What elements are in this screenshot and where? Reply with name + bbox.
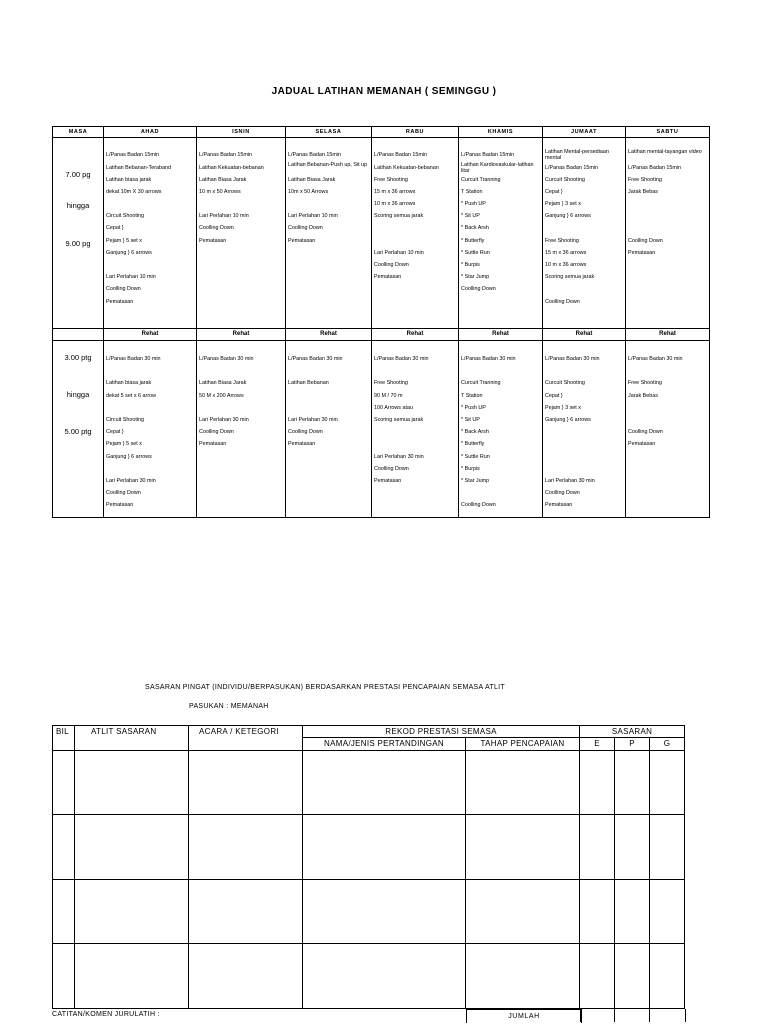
tahap-cell[interactable]	[466, 879, 580, 944]
bil-cell[interactable]	[53, 750, 75, 815]
bil-cell[interactable]	[53, 879, 75, 944]
table-row	[53, 750, 685, 815]
nama-cell[interactable]	[303, 750, 466, 815]
activity-line: Latihan biasa jarak	[106, 380, 152, 387]
activity-line	[197, 402, 285, 414]
header-g: G	[650, 738, 685, 750]
activity-line: Coolling Down	[545, 490, 580, 497]
morning-sabtu-cell	[626, 138, 710, 328]
activity-line: Latihan Kekuatan-bebanan	[374, 164, 439, 171]
activity-line: Free Shooting	[628, 380, 662, 387]
activity-line: Free Shooting	[374, 176, 408, 183]
activity-line: * Burpis	[461, 262, 480, 268]
rehat-row	[53, 328, 710, 340]
activity-line: 90 M / 70 m	[374, 392, 403, 399]
activity-line	[104, 259, 196, 271]
rehat-masa-blank	[53, 328, 104, 340]
activity-line: Lari Perlahan 10 min	[288, 213, 338, 220]
tahap-cell[interactable]	[466, 750, 580, 815]
activity-line: L/Panas Badan 15min	[628, 164, 682, 171]
activity-line: Pejam } 3 set x	[545, 201, 581, 208]
nama-cell[interactable]	[303, 944, 466, 1009]
activity-line: 10 m x 36 arrows	[545, 262, 587, 268]
activity-line	[372, 438, 458, 450]
morning-isnin-cell	[197, 138, 286, 328]
activity-line: Coolling Down	[374, 465, 409, 472]
activity-line: Latihan Biasa Jarak	[199, 176, 247, 183]
e-cell[interactable]	[580, 879, 615, 944]
activity-line: * Butterfly	[461, 441, 485, 448]
target-header-row-1	[53, 726, 685, 738]
activity-line: Latihan Bebanan-Push up, Sit up	[288, 161, 368, 168]
rehat-isnin: Rehat	[197, 328, 286, 340]
activity-line: Latihan Mental-persediaan mental	[545, 149, 609, 162]
activity-list	[459, 341, 542, 511]
activity-list	[286, 138, 371, 247]
activity-line: Curcuit Shooting	[545, 380, 585, 387]
activity-line: Ganjung } 6 arrows	[106, 249, 152, 256]
activity-line: Ganjung } 6 arrows	[545, 416, 591, 423]
schedule-title: JADUAL LATIHAN MEMANAH ( SEMINGGU )	[271, 86, 497, 97]
afternoon-rabu-cell	[372, 341, 459, 518]
afternoon-selasa-cell	[286, 341, 372, 518]
afternoon-session-row	[53, 341, 710, 518]
activity-line: Pematasan	[199, 441, 227, 448]
activity-line: Latihan biasa jarak	[106, 176, 152, 183]
activity-line: L/Panas Badan 15min	[288, 152, 342, 159]
header-sasaran: SASARAN	[580, 726, 685, 738]
activity-line	[286, 402, 371, 414]
acara-cell[interactable]	[189, 944, 303, 1009]
activity-line: Coolling Down	[288, 429, 323, 436]
afternoon-time-cell	[53, 341, 104, 518]
afternoon-khamis-cell	[459, 341, 543, 518]
jumlah-g-cell[interactable]	[649, 1009, 686, 1022]
activity-line	[626, 402, 709, 414]
activity-list	[626, 138, 709, 259]
catitan-komen-label: CATITAN/KOMEN JURULATIH :	[52, 1011, 160, 1018]
activity-line: Latihan Bebanan-Teraband	[106, 164, 172, 171]
activity-line: * Star Jump	[461, 274, 490, 281]
activity-line: Cepat }	[545, 392, 563, 399]
header-sabtu: SABTU	[626, 127, 710, 138]
activity-line: Lari Perlahan 30 min	[545, 477, 595, 484]
activity-line: * Suttle Run	[461, 453, 490, 460]
activity-line	[626, 365, 709, 377]
g-cell[interactable]	[650, 815, 685, 880]
activity-line: Cepat }	[545, 188, 563, 195]
header-tahap-pencapaian: TAHAP PENCAPAIAN	[466, 738, 580, 750]
activity-line: Latihan mental-tayangan video	[628, 149, 702, 156]
activity-line: Coolling Down	[288, 225, 323, 232]
activity-line: Coolling Down	[628, 429, 663, 436]
table-row	[53, 944, 685, 1009]
morning-time-to: 9.00 pg	[65, 239, 91, 249]
p-cell[interactable]	[615, 815, 650, 880]
activity-line: * Sit UP	[461, 213, 480, 220]
activity-line	[543, 426, 625, 438]
header-bil: BIL	[53, 726, 75, 738]
rehat-khamis: Rehat	[459, 328, 543, 340]
header-bil-cont	[53, 738, 75, 750]
activity-line: Cepat }	[106, 429, 124, 436]
sasaran-heading: SASARAN PINGAT (INDIVIDU/BERPASUKAN) BERDASARKAN PRESTASI PENCAPAIAN SEMASA ATLIT	[145, 684, 505, 691]
rehat-sabtu: Rehat	[626, 328, 710, 340]
activity-line: L/Panas Badan 15min	[374, 152, 428, 159]
activity-line: 10m x 50 Arrows	[288, 188, 329, 195]
activity-line: Coolling Down	[199, 225, 234, 232]
activity-line: T Station	[461, 188, 483, 195]
schedule-header-row	[53, 127, 710, 138]
activity-line: Pematasan	[545, 502, 573, 509]
activity-list	[286, 341, 371, 451]
afternoon-ahad-cell	[104, 341, 197, 518]
header-acara-kategori: ACARA / KETEGORI	[189, 726, 303, 738]
header-selasa: SELASA	[286, 127, 372, 138]
activity-line: Pematasan	[288, 441, 316, 448]
activity-line: * Push UP	[461, 201, 486, 208]
activity-line: * Sit UP	[461, 416, 480, 423]
header-p: P	[615, 738, 650, 750]
activity-line: * Burpis	[461, 465, 480, 472]
activity-line: 15 m x 36 arrows	[545, 249, 587, 256]
activity-list	[197, 341, 285, 451]
activity-line: Pematasan	[628, 441, 656, 448]
morning-jumaat-cell	[543, 138, 626, 328]
activity-line: Lari Perlahan 10 min	[106, 274, 156, 281]
weekly-schedule-table	[52, 126, 710, 518]
e-cell[interactable]	[580, 750, 615, 815]
activity-line	[459, 365, 542, 377]
activity-line: dekat 10m X 30 arrows	[106, 188, 162, 195]
activity-line: Curcuit Shooting	[545, 176, 585, 183]
activity-line: Cepat }	[106, 225, 124, 232]
header-jumaat: JUMAAT	[543, 127, 626, 138]
activity-list	[372, 138, 458, 283]
activity-line	[543, 222, 625, 234]
activity-line: Circuit Shooting	[106, 416, 145, 423]
activity-list	[543, 138, 625, 307]
activity-line: L/Panas Badan 30 min	[374, 356, 429, 362]
activity-list	[104, 138, 196, 307]
header-rabu: RABU	[372, 127, 459, 138]
morning-time-from: 7.00 pg	[65, 170, 91, 180]
activity-line: Lari Perlahan 30 min	[374, 453, 424, 460]
afternoon-sabtu-cell	[626, 341, 710, 518]
g-cell[interactable]	[650, 750, 685, 815]
activity-list	[372, 341, 458, 487]
acara-cell[interactable]	[189, 815, 303, 880]
activity-line: Coolling Down	[461, 286, 496, 293]
jumlah-e-cell[interactable]	[580, 1009, 615, 1022]
activity-line: 10 m x 50 Arrows	[199, 188, 241, 195]
activity-line: Lari Perlahan 30 min	[288, 416, 338, 423]
activity-line: dekat 5 set x 6 arrow	[106, 392, 157, 399]
header-isnin: ISNIN	[197, 127, 286, 138]
activity-line: L/Panas Badan 30 min	[461, 356, 516, 362]
morning-rabu-cell	[372, 138, 459, 328]
afternoon-time-from: 3.00 ptg	[64, 353, 92, 362]
nama-cell[interactable]	[303, 879, 466, 944]
activity-line: Pejam } 3 set x	[545, 404, 581, 411]
activity-line	[197, 198, 285, 210]
activity-line: Coolling Down	[545, 298, 580, 305]
afternoon-jumaat-cell	[543, 341, 626, 518]
activity-line: Jarak Bebas	[628, 392, 658, 399]
g-cell[interactable]	[650, 879, 685, 944]
activity-line	[286, 365, 371, 377]
activity-line	[543, 283, 625, 295]
header-nama-jenis: NAMA/JENIS PERTANDINGAN	[303, 738, 466, 750]
activity-line: Latihan Biasa Jarak	[199, 380, 247, 387]
header-khamis: KHAMIS	[459, 127, 543, 138]
rehat-rabu: Rehat	[372, 328, 459, 340]
activity-line: Free Shooting	[628, 176, 662, 183]
activity-line: Ganjung } 6 arrows	[545, 213, 591, 220]
afternoon-isnin-cell	[197, 341, 286, 518]
activity-line: Coolling Down	[628, 237, 663, 244]
e-cell[interactable]	[580, 944, 615, 1009]
activity-line	[626, 210, 709, 222]
morning-time-cell	[53, 138, 104, 328]
activity-line: L/Panas Badan 30 min	[199, 356, 254, 362]
header-acara-cont	[189, 738, 303, 750]
activity-line: Coolling Down	[106, 490, 141, 497]
activity-line: 50 M x 200 Arrows	[199, 392, 244, 399]
nama-cell[interactable]	[303, 815, 466, 880]
activity-line: L/Panas Badan 30 min	[628, 356, 683, 362]
activity-line: Latihan Kekuatan-bebanan	[199, 164, 264, 171]
table-row	[53, 815, 685, 880]
activity-line: 15 m x 36 arrows	[374, 188, 416, 195]
activity-line: * Push UP	[461, 404, 486, 411]
activity-line: Pematasan	[106, 298, 134, 305]
activity-line	[104, 365, 196, 377]
activity-line: * Star Jump	[461, 477, 490, 484]
activity-line: Latihan Kardiovaskular-latihan litar	[461, 161, 534, 174]
activity-line: Curcuit Tranning	[461, 380, 501, 387]
activity-line: Pematasan	[199, 237, 227, 244]
header-ahad: AHAD	[104, 127, 197, 138]
activity-line: Coolling Down	[374, 262, 409, 268]
activity-line: Lari Perlahan 10 min	[374, 249, 424, 256]
rehat-ahad: Rehat	[104, 328, 197, 340]
activity-line	[372, 426, 458, 438]
activity-line	[372, 222, 458, 234]
activity-line: Scoring semua jarak	[374, 213, 424, 220]
activity-line: L/Panas Badan 30 min	[545, 356, 600, 362]
activity-line: L/Panas Badan 30 min	[288, 356, 343, 362]
morning-hingga: hingga	[66, 201, 90, 211]
bil-cell[interactable]	[53, 815, 75, 880]
morning-khamis-cell	[459, 138, 543, 328]
atlit-cell[interactable]	[75, 944, 189, 1009]
p-cell[interactable]	[615, 750, 650, 815]
medal-target-table	[52, 725, 685, 1009]
morning-session-row	[53, 138, 710, 328]
activity-line: Pejam } 5 set x	[106, 237, 142, 244]
activity-line: Latihan Biasa Jarak	[288, 176, 336, 183]
rehat-jumaat: Rehat	[543, 328, 626, 340]
activity-line: Coolling Down	[199, 429, 234, 436]
activity-line	[626, 198, 709, 210]
atlit-cell[interactable]	[75, 879, 189, 944]
activity-line: Lari Perlahan 30 min	[199, 416, 249, 423]
activity-list	[459, 138, 542, 295]
activity-line: Coolling Down	[106, 286, 141, 293]
morning-ahad-cell	[104, 138, 197, 328]
activity-line: * Suttle Run	[461, 249, 490, 256]
activity-line: Latihan Bebanan	[288, 380, 329, 387]
activity-line	[286, 198, 371, 210]
activity-line	[104, 402, 196, 414]
activity-list	[626, 341, 709, 451]
activity-line: L/Panas Badan 15min	[199, 152, 253, 159]
afternoon-hingga: hingga	[66, 390, 90, 399]
header-masa: MASA	[53, 127, 104, 138]
activity-line	[543, 463, 625, 475]
activity-line: Pematasan	[374, 274, 402, 281]
morning-selasa-cell	[286, 138, 372, 328]
activity-line: Pematasan	[374, 477, 402, 484]
activity-line: T Station	[461, 392, 483, 399]
activity-line: * Butterfly	[461, 237, 485, 244]
activity-line: Coolling Down	[461, 502, 496, 509]
activity-line: L/Panas Badan 15min	[461, 152, 515, 159]
acara-cell[interactable]	[189, 879, 303, 944]
activity-line	[543, 451, 625, 463]
activity-line: L/Panas Badan 15min	[545, 164, 599, 171]
activity-line	[459, 487, 542, 499]
pasukan-label: PASUKAN : MEMANAH	[189, 703, 269, 710]
rehat-selasa: Rehat	[286, 328, 372, 340]
activity-line	[372, 365, 458, 377]
header-atlit-sasaran: ATLIT SASARAN	[75, 726, 189, 738]
activity-line: Lari Perlahan 30 min	[106, 477, 156, 484]
activity-line	[197, 365, 285, 377]
activity-line: Pematasan	[628, 249, 656, 256]
activity-line: Curcuit Tranning	[461, 176, 501, 183]
p-cell[interactable]	[615, 879, 650, 944]
acara-cell[interactable]	[189, 750, 303, 815]
activity-line: Ganjung } 6 arrows	[106, 453, 152, 460]
atlit-cell[interactable]	[75, 750, 189, 815]
activity-line	[626, 222, 709, 234]
tahap-cell[interactable]	[466, 944, 580, 1009]
activity-line	[543, 438, 625, 450]
header-rekod-prestasi: REKOD PRESTASI SEMASA	[303, 726, 580, 738]
activity-line	[543, 365, 625, 377]
target-header-row-2	[53, 738, 685, 750]
activity-line: Scoring semua jarak	[374, 416, 424, 423]
jumlah-label: JUMLAH	[466, 1009, 582, 1023]
activity-line: Pematasan	[288, 237, 316, 244]
activity-line: Free Shooting	[374, 380, 408, 387]
activity-line: Jarak Bebas	[628, 188, 658, 195]
bil-cell[interactable]	[53, 944, 75, 1009]
activity-line: Scoring semua jarak	[545, 274, 595, 281]
tahap-cell[interactable]	[466, 815, 580, 880]
activity-line	[286, 390, 371, 402]
activity-line: Pematasan	[106, 502, 134, 509]
table-row	[53, 879, 685, 944]
activity-line: Pejam } 5 set x	[106, 441, 142, 448]
header-e: E	[580, 738, 615, 750]
activity-list	[543, 341, 625, 511]
activity-list	[197, 138, 285, 247]
activity-line: Free Shooting	[545, 237, 579, 244]
activity-line	[104, 198, 196, 210]
activity-list	[104, 341, 196, 511]
p-cell[interactable]	[615, 944, 650, 1009]
jumlah-p-cell[interactable]	[614, 1009, 650, 1022]
activity-line: L/Panas Badan 30 min	[106, 356, 161, 362]
activity-line: 100 Arrows atau	[374, 404, 413, 411]
activity-line: 10 m x 36 arrows	[374, 201, 416, 208]
atlit-cell[interactable]	[75, 815, 189, 880]
activity-line: Lari Perlahan 10 min	[199, 213, 249, 220]
activity-line: Circuit Shooting	[106, 213, 145, 220]
e-cell[interactable]	[580, 815, 615, 880]
activity-line: * Back Arsh	[461, 225, 489, 232]
activity-line	[104, 463, 196, 475]
activity-line: * Back Arsh	[461, 429, 489, 436]
afternoon-time-to: 5.00 ptg	[64, 427, 92, 436]
activity-line	[626, 414, 709, 426]
activity-line	[372, 235, 458, 247]
activity-line: L/Panas Badan 15min	[106, 152, 160, 159]
g-cell[interactable]	[650, 944, 685, 1009]
header-atlit-cont	[75, 738, 189, 750]
